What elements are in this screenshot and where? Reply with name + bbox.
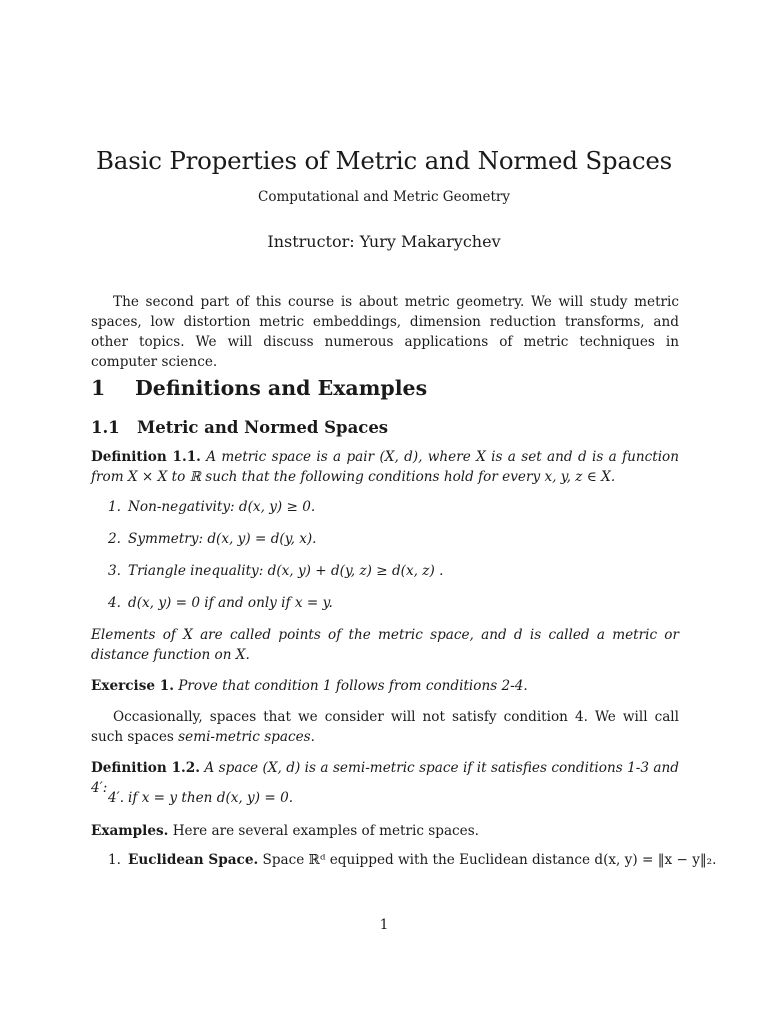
condition-text: d(x, y) = 0 if and only if x = y. [128, 595, 333, 611]
section-title: Definitions and Examples [135, 376, 428, 400]
condition-4-prime [108, 790, 293, 806]
course-name: Computational and Metric Geometry [257, 189, 511, 205]
subsection-heading [91, 418, 388, 437]
condition-item [108, 531, 317, 547]
section-heading [91, 376, 427, 400]
paper-title: Basic Properties of Metric and Normed Spaces [95, 146, 673, 175]
exercise-text: Prove that condition 1 follows from conditions 2-4. [178, 678, 528, 694]
intro-paragraph: The second part of this course is about metric geometry. We will study metric spaces, low distortion metric embeddings, dimension reduction transforms, and other topics. We will discuss numerous applications of metric techniques in computer science. [91, 294, 679, 370]
example-text: Space ℝᵈ equipped with the Euclidean distance d(x, y) = ‖x − y‖₂. [262, 852, 717, 868]
condition-label: 3. [108, 563, 121, 579]
example-name: Euclidean Space. [128, 852, 259, 868]
subsection-title: Metric and Normed Spaces [137, 418, 389, 437]
condition-label: 1. [108, 499, 121, 515]
condition-text: Non-negativity: d(x, y) ≥ 0. [128, 499, 316, 515]
condition-label: 2. [108, 531, 121, 547]
condition-item [108, 563, 443, 579]
examples-label: Examples. [91, 823, 169, 839]
definition-text: A space (X, d) is a semi-metric space if it satisfies conditions 1-3 and 4′: [91, 760, 679, 796]
definition-1-1 [91, 447, 679, 487]
example-label: 1. [108, 852, 121, 868]
condition-item [108, 595, 333, 611]
definition-label: Definition 1.1. [91, 449, 201, 465]
condition-text: if x = y then d(x, y) = 0. [128, 790, 294, 806]
occasionally-emph: semi-metric spaces. [178, 729, 315, 745]
example-item [108, 852, 716, 868]
occasionally-text: Occasionally, spaces that we consider will not satisfy condition 4. We will call such spaces [91, 709, 679, 745]
examples-intro [91, 821, 679, 841]
page-number: 1 [379, 917, 389, 933]
condition-text: Symmetry: d(x, y) = d(y, x). [128, 531, 317, 547]
exercise-label: Exercise 1. [91, 678, 174, 694]
elements-note: Elements of X are called points of the metric space, and d is called a metric or distance function on X. [91, 627, 679, 663]
condition-item [108, 499, 315, 515]
condition-label: 4′. [108, 790, 125, 806]
instructor-line: Instructor: Yury Makarychev [267, 232, 501, 251]
examples-text: Here are several examples of metric spaces. [172, 823, 480, 839]
condition-label: 4. [108, 595, 121, 611]
exercise-1 [91, 676, 679, 696]
section-number: 1 [91, 376, 106, 400]
definition-label: Definition 1.2. [91, 760, 200, 776]
subsection-number: 1.1 [91, 418, 120, 437]
definition-text: A metric space is a pair (X, d), where X is a set and d is a function from X × X to ℝ such that the following conditions hold for every x, y, z ∈ X. [91, 449, 679, 485]
occasionally-paragraph [91, 707, 679, 747]
condition-text: Triangle inequality: d(x, y) + d(y, z) ≥ d(x, z) . [128, 563, 444, 579]
